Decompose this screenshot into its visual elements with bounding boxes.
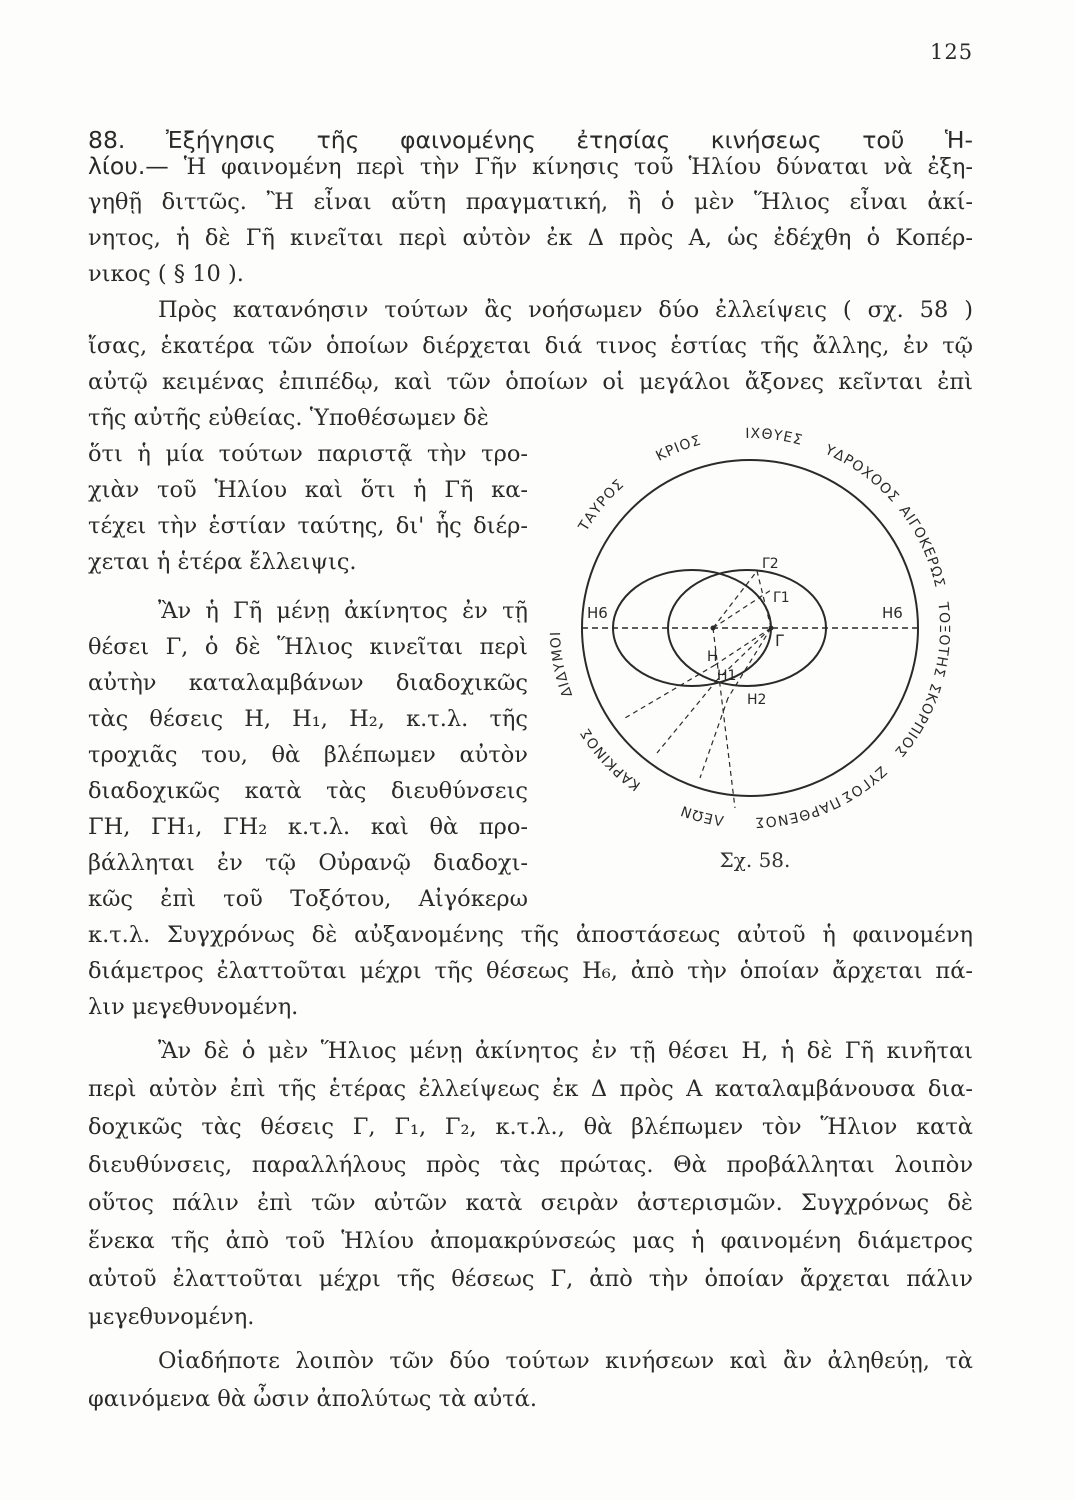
direction-line: [728, 628, 771, 698]
text-line: Ἂν δὲ ὁ μὲν Ἥλιος μένῃ ἀκίνητος ἐν τῇ θέσει Η, ἡ δὲ Γῆ κινῆται: [158, 1038, 973, 1064]
direction-line: [657, 680, 717, 753]
text-line: [88, 150, 973, 184]
text-line: Ἂν ἡ Γῆ μένῃ ἀκίνητος ἐν τῇ: [158, 598, 528, 624]
zodiac-label: ΤΟΞΟΤΗΣ: [929, 601, 953, 680]
focus-point: [769, 626, 774, 631]
text-line: διαδοχικῶς κατὰ τὰς διευθύνσεις: [88, 778, 528, 804]
text-line: φαινόμενα θὰ ὦσιν ἀπολύτως τὰ αὐτά.: [88, 1386, 538, 1412]
text-line: ἴσας, ἑκατέρα τῶν ὁποίων διέρχεται διά τινος ἑστίας τῆς ἄλλης, ἐν τῷ: [88, 333, 973, 359]
zodiac-label: ΚΑΡΚΙΝΟΣ: [577, 724, 644, 794]
text-line: βάλληται ἐν τῷ Οὐρανῷ διαδοχι-: [88, 850, 528, 876]
zodiac-label: ΔΙΔΥΜΟΙ: [548, 630, 577, 700]
figure-caption: Σχ. 58.: [719, 848, 791, 872]
zodiac-label: ΚΡΙΟΣ: [653, 432, 704, 465]
text-line: αὐτῷ κειμένας ἐπιπέδῳ, καὶ τῶν ὁποίων οἱ μεγάλοι ἄξονες κεῖνται ἐπὶ: [88, 369, 973, 395]
text-line: οὕτος πάλιν ἐπὶ τῶν αὐτῶν κατὰ σειρὰν ἀστερισμῶν. Συγχρόνως δὲ: [88, 1190, 973, 1216]
text-line: δοχικῶς τὰς θέσεις Γ, Γ₁, Γ₂, κ.τ.λ., θὰ βλέπωμεν τὸν Ἥλιον κατὰ: [88, 1114, 973, 1140]
text-line: Οἱαδήποτε λοιπὸν τῶν δύο τούτων κινήσεων καὶ ἂν ἀληθεύῃ, τὰ: [158, 1348, 973, 1374]
text-line: γηθῇ διττῶς. Ἢ εἶναι αὕτη πραγματική, ἢ ὁ μὲν Ἥλιος εἶναι ἀκί-: [88, 189, 973, 215]
zodiac-label: ΖΥΓΟΣ: [838, 762, 890, 806]
direction-line: [625, 665, 715, 718]
text-line: θέσει Γ, ὁ δὲ Ἥλιος κινεῖται περὶ: [88, 634, 528, 660]
zodiac-label: ΣΚΟΡΠΙΟΣ: [890, 681, 944, 761]
text-segment: Ἡ φαινομένη περὶ τὴν Γῆν κίνησις τοῦ Ἡλίου δύναται νὰ ἐξη-: [183, 154, 973, 180]
text-line: μεγεθυνομένη.: [88, 1304, 255, 1330]
ecliptic-diagram: [535, 418, 965, 838]
direction-line: [700, 698, 728, 778]
text-line: νικος ( § 10 ).: [88, 261, 244, 287]
text-line: τέχει τὴν ἑστίαν ταύτης, δι' ἧς διέρ-: [88, 513, 528, 539]
text-line: περὶ αὐτὸν ἐπὶ τῆς ἑτέρας ἐλλείψεως ἐκ Δ πρὸς Α καταλαμβάνουσα δια-: [88, 1076, 973, 1102]
focus-point: [711, 626, 716, 631]
text-line: τὰς θέσεις Η, Η₁, Η₂, κ.τ.λ. τῆς: [88, 706, 528, 732]
page-number: 125: [930, 40, 974, 64]
direction-line: [715, 628, 771, 665]
point-label-H6-right: Η6: [882, 604, 903, 622]
text-line: αὐτὴν καταλαμβάνων διαδοχικῶς: [88, 670, 528, 696]
point-label-H2: Η2: [747, 692, 767, 708]
text-line: χιὰν τοῦ Ἡλίου καὶ ὅτι ἡ Γῆ κα-: [88, 477, 528, 503]
text-line: χεται ἡ ἑτέρα ἔλλειψις.: [88, 549, 357, 575]
text-line: κ.τ.λ. Συγχρόνως δὲ αὐξανομένης τῆς ἀποστάσεως αὐτοῦ ἡ φαινομένη: [88, 922, 973, 948]
point-label-G2: Γ2: [762, 556, 779, 572]
section-title-continuation: λίου.—: [88, 152, 169, 180]
text-line: νητος, ἡ δὲ Γῆ κινεῖται περὶ αὐτὸν ἐκ Δ πρὸς Α, ὡς ἐδέχθη ὁ Κοπέρ-: [88, 225, 973, 251]
text-line: ἕνεκα τῆς ἀπὸ τοῦ Ἡλίου ἀπομακρύνσεώς μας ἡ φαινομένη διάμετρος: [88, 1228, 973, 1254]
text-line: λιν μεγεθυνομένη.: [88, 994, 299, 1020]
figure-58: [535, 418, 965, 872]
point-label-G1: Γ1: [773, 590, 790, 606]
section-number: 88.: [88, 126, 126, 154]
text-line: διευθύνσεις, παραλλήλους πρὸς τὰς πρώτας. Θὰ προβάλληται λοιπὸν: [88, 1152, 973, 1178]
direction-line: [757, 571, 771, 628]
zodiac-label: ΠΑΡΘΕΝΟΣ: [754, 793, 843, 831]
text-line: ὅτι ἡ μία τούτων παριστᾷ τὴν τρο-: [88, 441, 528, 467]
zodiac-label: ΙΧΘΥΕΣ: [745, 425, 805, 449]
point-label-H1: Η1: [717, 668, 737, 684]
zodiac-label: ΥΔΡΟΧΟΟΣ: [822, 442, 903, 506]
text-line: τῆς αὐτῆς εὐθείας. Ὑποθέσωμεν δὲ: [88, 405, 489, 431]
text-line: Πρὸς κατανόησιν τούτων ἂς νοήσωμεν δύο ἐλλείψεις ( σχ. 58 ): [158, 297, 973, 323]
text-line: διάμετρος ἐλαττοῦται μέχρι τῆς θέσεως Η₆, ἀπὸ τὴν ὁποίαν ἄρχεται πά-: [88, 958, 973, 984]
point-label-H6-left: Η6: [587, 604, 608, 622]
section-title: Ἐξήγησις τῆς φαινομένης ἐτησίας κινήσεως τοῦ Ἡ-: [165, 126, 973, 154]
text-line: αὐτοῦ ἐλαττοῦται μέχρι τῆς θέσεως Γ, ἀπὸ τὴν ὁποίαν ἄρχεται πάλιν: [88, 1266, 973, 1292]
direction-line: [713, 590, 771, 628]
zodiac-label: ΛΕΩΝ: [678, 801, 725, 829]
text-line: κῶς ἐπὶ τοῦ Τοξότου, Αἰγόκερω: [88, 886, 528, 912]
zodiac-label: ΑΙΓΟΚΕΡΩΣ: [895, 502, 948, 590]
text-line: ΓΗ, ΓΗ₁, ΓΗ₂ κ.τ.λ. καὶ θὰ προ-: [88, 814, 528, 840]
point-label-H: Η: [707, 649, 718, 665]
point-label-G: Γ: [775, 631, 784, 650]
text-line: τροχιᾶς του, θὰ βλέπωμεν αὐτὸν: [88, 742, 528, 768]
zodiac-label: ΤΑΥΡΟΣ: [575, 476, 628, 534]
